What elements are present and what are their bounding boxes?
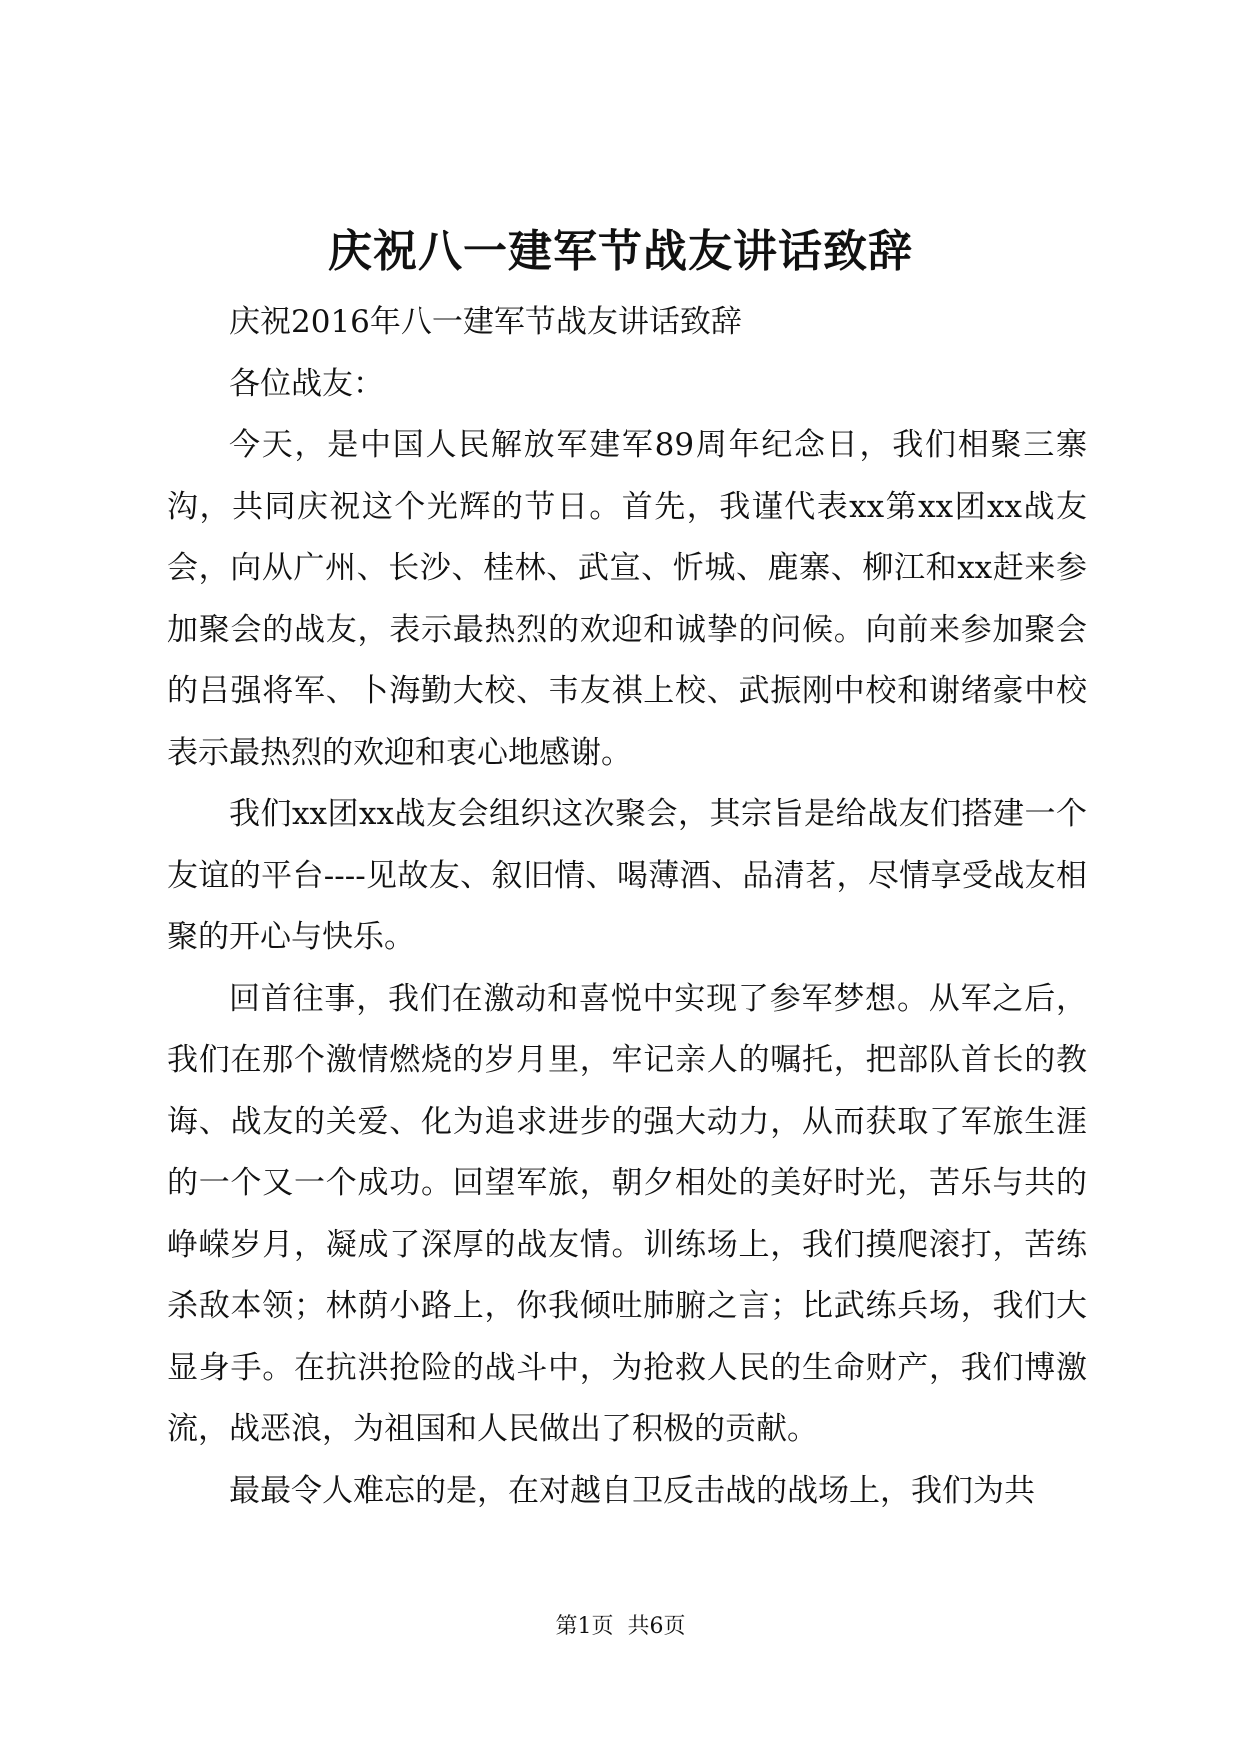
document-title: 庆祝八一建军节战友讲话致辞 — [328, 226, 913, 277]
document-body — [167, 292, 1087, 1522]
salutation-paragraph: 各位战友： — [229, 365, 384, 402]
page-footer — [0, 1612, 1241, 1642]
subtitle-paragraph: 庆祝2016年八一建军节战友讲话致辞 — [229, 304, 742, 340]
body-paragraph: 最最令人难忘的是，在对越自卫反击战的战场上，我们为共 — [229, 1472, 1035, 1509]
body-paragraph: 回首往事，我们在激动和喜悦中实现了参军梦想。从军之后，我们在那个激情燃烧的岁月里，牢记亲人的嘱托，把部队首长的教诲、战友的关爱、化为追求进步的强大动力，从而获取了军旅生涯的一个又一个成功。回望军旅，朝夕相处的美好时光，苦乐与共的峥嵘岁月，凝成了深厚的战友情。训练场上，我们摸爬滚打，苦练杀敌本领；林荫小路上，你我倾吐肺腑之言；比武练兵场，我们大显身手。在抗洪抢险的战斗中，为抢救人民的生命财产，我们博激流，战恶浪，为祖国和人民做出了积极的贡献。 — [167, 980, 1087, 1447]
page-number: 第1页 共6页 — [555, 1614, 686, 1639]
body-paragraph: 今天，是中国人民解放军建军89周年纪念日，我们相聚三寨沟，共同庆祝这个光辉的节日。首先，我谨代表xx第xx团xx战友会，向从广州、长沙、桂林、武宣、忻城、鹿寨、柳江和xx赶来参加聚会的战友，表示最热烈的欢迎和诚挚的问候。向前来参加聚会的吕强将军、卜海勤大校、韦友祺上校、武振刚中校和谢绪豪中校表示最热烈的欢迎和衷心地感谢。 — [167, 427, 1087, 771]
body-paragraph: 我们xx团xx战友会组织这次聚会，其宗旨是给战友们搭建一个友谊的平台----见故友、叙旧情、喝薄酒、品清茗，尽情享受战友相聚的开心与快乐。 — [167, 796, 1087, 955]
